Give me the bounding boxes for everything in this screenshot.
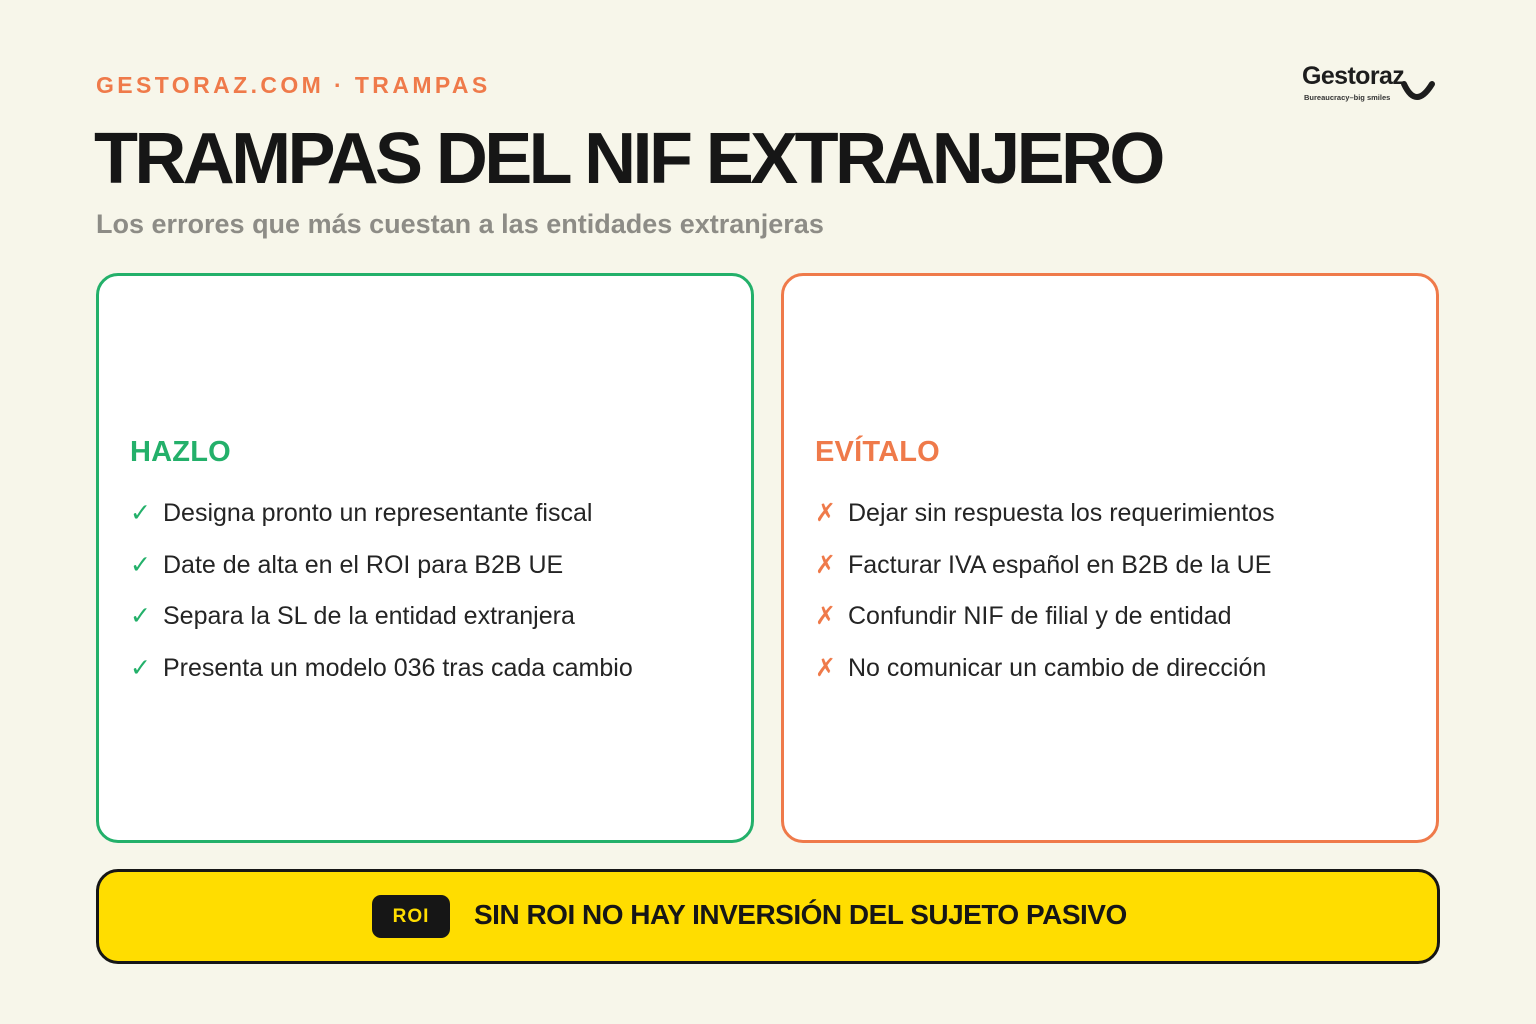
logo-tagline: Bureaucracy–big smiles bbox=[1304, 93, 1391, 102]
cross-icon: ✗ bbox=[815, 499, 836, 527]
list-item-text: Dejar sin respuesta los requerimientos bbox=[848, 499, 1275, 527]
list-item-text: Designa pronto un representante fiscal bbox=[163, 499, 593, 527]
list-item bbox=[815, 599, 1275, 651]
list-item bbox=[130, 548, 633, 600]
list-item bbox=[130, 496, 633, 548]
dont-card-heading: EVÍTALO bbox=[815, 436, 940, 468]
roi-banner bbox=[96, 869, 1440, 964]
check-icon: ✓ bbox=[130, 550, 151, 579]
list-item-text: Separa la SL de la entidad extranjera bbox=[163, 602, 575, 630]
banner-text: SIN ROI NO HAY INVERSIÓN DEL SUJETO PASIVO bbox=[474, 899, 1127, 930]
check-icon: ✓ bbox=[130, 653, 151, 682]
logo-wordmark: Gestoraz bbox=[1302, 62, 1405, 90]
page-subtitle: Los errores que más cuestan a las entidades extranjeras bbox=[96, 209, 824, 239]
do-card bbox=[96, 273, 754, 843]
roi-badge: ROI bbox=[372, 895, 450, 938]
list-item-text: Date de alta en el ROI para B2B UE bbox=[163, 550, 564, 579]
list-item bbox=[130, 599, 633, 651]
dont-list bbox=[815, 496, 1275, 702]
list-item bbox=[815, 651, 1275, 703]
do-list bbox=[130, 496, 633, 702]
list-item bbox=[815, 496, 1275, 548]
list-item-text: Facturar IVA español en B2B de la UE bbox=[848, 550, 1272, 579]
list-item bbox=[130, 651, 633, 703]
list-item-text: Presenta un modelo 036 tras cada cambio bbox=[163, 653, 633, 682]
list-item-text: No comunicar un cambio de dirección bbox=[848, 653, 1267, 682]
cross-icon: ✗ bbox=[815, 653, 836, 682]
eyebrow-label: GESTORAZ.COM · TRAMPAS bbox=[96, 72, 491, 98]
cross-icon: ✗ bbox=[815, 602, 836, 630]
page-title: TRAMPAS DEL NIF EXTRANJERO bbox=[94, 119, 1162, 199]
do-card-heading: HAZLO bbox=[130, 436, 231, 468]
list-item-text: Confundir NIF de filial y de entidad bbox=[848, 602, 1232, 630]
list-item bbox=[815, 548, 1275, 600]
dont-card bbox=[781, 273, 1439, 843]
cross-icon: ✗ bbox=[815, 550, 836, 579]
smile-icon bbox=[1398, 76, 1438, 108]
check-icon: ✓ bbox=[130, 499, 151, 527]
check-icon: ✓ bbox=[130, 602, 151, 630]
gestoraz-logo bbox=[1296, 62, 1446, 108]
